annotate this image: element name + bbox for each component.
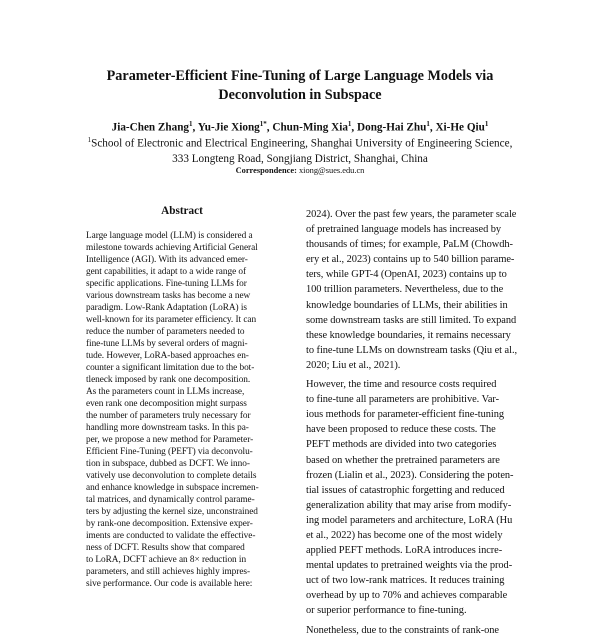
abstract-line: handling more downstream tasks. In this pa-: [86, 423, 249, 433]
body-line: uct of two low-rank matrices. It reduces training: [306, 575, 505, 587]
affiliation-line-1: [40, 133, 560, 152]
correspondence-label: Correspondence:: [235, 166, 297, 175]
left-column: [86, 204, 278, 590]
body-paragraph-1: [306, 207, 534, 373]
body-line: et al., 2022) has become one of the most widely: [306, 529, 503, 541]
abstract-line: ters by adjusting the kernel size, unconstrained: [86, 507, 258, 517]
body-line: to fine-tune all parameters are prohibitive. Var-: [306, 394, 500, 406]
author-name: Yu-Jie Xiong: [197, 121, 260, 134]
abstract-line: various downstream tasks has become a new: [86, 291, 251, 301]
body-line: these knowledge boundaries, it remains necessary: [306, 329, 511, 341]
abstract-line: by rank-one decomposition. Extensive exper-: [86, 519, 253, 529]
body-paragraph-2: [306, 377, 534, 619]
author-affiliation-mark: 1: [484, 120, 489, 128]
abstract-line: ness of DCFT. Results show that compared: [86, 543, 245, 553]
abstract-line: milestone towards achieving Artificial General: [86, 243, 258, 253]
author-name: Chun-Ming Xia: [272, 121, 348, 134]
abstract-line: Large language model (LLM) is considered a: [86, 231, 253, 241]
affiliation: [40, 133, 560, 167]
body-line: ery et al., 2023) contains up to 540 billion parame-: [306, 254, 515, 266]
right-column: [306, 207, 534, 638]
body-line: have been proposed to reduce these costs. The: [306, 424, 496, 436]
abstract-line: and enhance knowledge in subspace incremen-: [86, 483, 259, 493]
body-line: mental updates to pretrained weights via the prod-: [306, 560, 513, 572]
abstract-body: [86, 230, 278, 590]
abstract-line: reduce the number of parameters needed to: [86, 327, 245, 337]
abstract-line: sive performance. Our code is available here:: [86, 579, 253, 589]
abstract-line: vatively use deconvolution to complete details: [86, 471, 257, 481]
body-line: of pretrained language models has increased by: [306, 224, 502, 236]
author-name: Jia-Chen Zhang: [111, 121, 190, 134]
title-line-2: Deconvolution in Subspace: [218, 87, 382, 103]
affiliation-text-1: School of Electronic and Electrical Engineering, Shanghai University of Engineering Science,: [91, 137, 513, 150]
abstract-line: well-known for its parameter efficiency. It can: [86, 315, 257, 325]
body-line: overhead by up to 70% and achieves comparable: [306, 590, 508, 602]
body-line: ing model parameters and architecture, LoRA (Hu: [306, 514, 513, 526]
abstract-heading: Abstract: [161, 205, 203, 217]
body-line: based on whether the pretrained parameters are: [306, 454, 500, 466]
abstract-line: the number of parameters truly necessary for: [86, 411, 251, 421]
author-name: Dong-Hai Zhu: [357, 121, 427, 134]
author-list: Jia-Chen Zhang$^1$, Yu-Jie Xiong$^{1*}$, Chun-Ming Xia$^1$, Dong-Hai Zhu$^1$, Xi-He Qiu$^1$: [111, 120, 489, 134]
body-line: thousands of times; for example, PaLM (Chowdh-: [306, 239, 513, 251]
abstract-line: tal matrices, and dynamically control parame-: [86, 495, 255, 505]
affiliation-line-2: 333 Longteng Road, Songjiang District, Shanghai, China: [172, 152, 428, 165]
abstract-line: Efficient Fine-Tuning (PEFT) via deconvolu-: [86, 447, 253, 457]
body-line: or superior performance to fine-tuning.: [306, 605, 467, 617]
affiliation-mark: 1: [87, 136, 92, 144]
body-line: to fine-tune LLMs on downstream tasks (Qiu et al.,: [306, 344, 518, 356]
correspondence: [40, 166, 560, 176]
body-line: knowledge boundaries of LLMs, their abilities in: [306, 299, 508, 311]
abstract-line: even rank one decomposition might surpass: [86, 399, 247, 409]
author-affiliation-mark: 1*: [259, 120, 267, 128]
abstract-line: tude. However, LoRA-based approaches en-: [86, 351, 249, 361]
body-line: Nonetheless, due to the constraints of rank-one: [306, 624, 499, 636]
body-line: frozen (Lialin et al., 2023). Considering the poten-: [306, 469, 514, 481]
abstract-line: parameters, and still achieves highly impres-: [86, 567, 251, 577]
abstract-line: paradigm. Low-Rank Adaptation (LoRA) is: [86, 303, 247, 313]
author-name: Xi-He Qiu: [435, 121, 485, 134]
abstract-line: Intelligence (AGI). With its advanced emer-: [86, 255, 248, 265]
body-paragraph-3: [306, 623, 534, 638]
body-line: ters, while GPT-4 (OpenAI, 2023) contains up to: [306, 269, 507, 281]
body-line: applied PEFT methods. LoRA introduces incre-: [306, 545, 503, 557]
paper-title: [60, 67, 540, 105]
body-line: generalization ability that may arise from modify-: [306, 499, 512, 511]
title-line-1: Parameter-Efficient Fine-Tuning of Large Language Models via: [106, 68, 494, 84]
abstract-line: specific applications. Fine-tuning LLMs for: [86, 279, 247, 289]
abstract-line: fine-tune LLMs by several orders of magni-: [86, 339, 248, 349]
body-line: 2024). Over the past few years, the parameter scale: [306, 209, 517, 220]
author-affiliation-mark: 1: [189, 120, 193, 128]
abstract-line: tleneck imposed by rank one decomposition.: [86, 375, 251, 385]
body-line: some downstream tasks are still limited. To expand: [306, 314, 517, 326]
correspondence-email: xiong@sues.edu.cn: [298, 166, 365, 175]
abstract-line: tion in subspace, dubbed as DCFT. We inno-: [86, 459, 250, 469]
body-line: PEFT methods are divided into two categories: [306, 439, 497, 451]
abstract-line: gent capabilities, it adapt to a wide range of: [86, 267, 247, 277]
abstract-line: per, we propose a new method for Parameter-: [86, 435, 254, 445]
body-line: 2020; Liu et al., 2021).: [306, 359, 401, 371]
abstract-line: iments are conducted to validate the effective-: [86, 531, 256, 541]
body-line: However, the time and resource costs required: [306, 379, 497, 391]
body-line: tial issues of catastrophic forgetting and reduced: [306, 484, 505, 496]
abstract-line: to LoRA, DCFT achieve an 8× reduction in: [86, 555, 247, 565]
body-line: ious methods for parameter-efficient fine-tuning: [306, 409, 505, 421]
body-line: 100 trillion parameters. Nevertheless, due to the: [306, 284, 504, 296]
author-affiliation-mark: 1: [426, 120, 430, 128]
author-affiliation-mark: 1: [347, 120, 352, 128]
abstract-line: As the parameters count in LLMs increase,: [86, 387, 245, 397]
abstract-line: counter a significant limitation due to the bot-: [86, 363, 255, 373]
